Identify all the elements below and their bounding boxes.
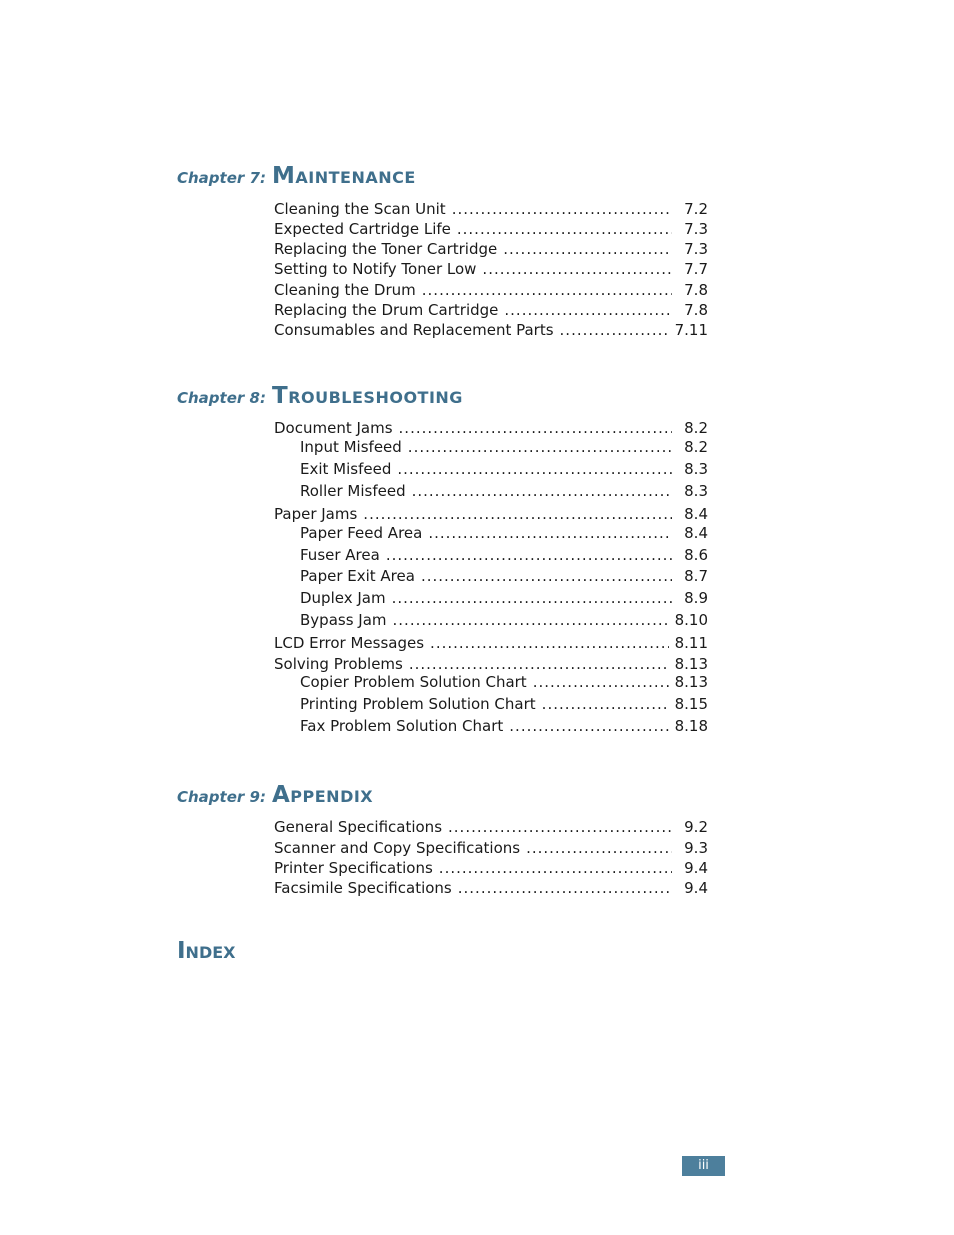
leader-dots	[448, 818, 672, 836]
toc-entry[interactable]	[274, 240, 708, 258]
toc-entry[interactable]	[274, 260, 708, 278]
toc-subentry[interactable]	[300, 673, 708, 691]
toc-subentry[interactable]	[300, 589, 708, 607]
chapter-title: Troubleshooting	[272, 383, 463, 409]
toc-entry-title: Printer Specifications	[274, 859, 433, 877]
toc-subentry[interactable]	[300, 695, 708, 713]
toc-entry-page: 8.2	[684, 419, 708, 437]
toc-entry-page: 8.18	[674, 717, 708, 735]
index-heading[interactable]: Index	[177, 938, 236, 964]
toc-subentry[interactable]	[300, 482, 708, 500]
toc-entry-page: 8.3	[684, 482, 708, 500]
chapter-8-heading	[177, 383, 463, 409]
toc-entry-page: 8.9	[684, 589, 708, 607]
leader-dots	[430, 634, 669, 652]
toc-entry-title: Scanner and Copy Specifications	[274, 839, 521, 857]
toc-subentry[interactable]	[300, 717, 708, 735]
toc-entry-title: Input Misfeed	[300, 438, 402, 456]
leader-dots	[412, 482, 672, 500]
leader-dots	[399, 419, 672, 437]
leader-dots	[482, 260, 672, 278]
toc-entry-title: Duplex Jam	[300, 589, 386, 607]
toc-entry-page: 7.11	[674, 321, 708, 339]
leader-dots	[386, 546, 672, 564]
toc-entry-title: Consumables and Replacement Parts	[274, 321, 554, 339]
page-number-badge: iii	[682, 1156, 725, 1176]
toc-entry-title: General Specifications	[274, 818, 443, 836]
toc-entry-page: 9.3	[684, 839, 708, 857]
leader-dots	[533, 673, 669, 691]
chapter-label: Chapter 8:	[177, 389, 266, 407]
toc-entry[interactable]	[274, 859, 708, 877]
toc-subentry[interactable]	[300, 611, 708, 629]
toc-entry-title: Printing Problem Solution Chart	[300, 695, 536, 713]
toc-entry-page: 8.4	[684, 505, 708, 523]
toc-entry[interactable]	[274, 301, 708, 319]
toc-entry-title: Document Jams	[274, 419, 393, 437]
toc-subentry[interactable]	[300, 438, 708, 456]
toc-entry-title: LCD Error Messages	[274, 634, 425, 652]
leader-dots	[393, 611, 669, 629]
chapter-label: Chapter 7:	[177, 169, 266, 187]
toc-entry-title: Bypass Jam	[300, 611, 387, 629]
toc-entry-title: Solving Problems	[274, 655, 403, 673]
toc-entry-page: 8.3	[684, 460, 708, 478]
toc-entry[interactable]	[274, 634, 708, 652]
leader-dots	[409, 655, 669, 673]
toc-entry-page: 9.2	[684, 818, 708, 836]
toc-entry-page: 8.10	[674, 611, 708, 629]
leader-dots	[408, 438, 672, 456]
leader-dots	[392, 589, 672, 607]
chapter-title: Appendix	[272, 782, 374, 808]
toc-entry[interactable]	[274, 818, 708, 836]
toc-entry-page: 8.7	[684, 567, 708, 585]
toc-entry-title: Replacing the Toner Cartridge	[274, 240, 498, 258]
toc-entry-page: 8.13	[674, 655, 708, 673]
toc-entry[interactable]	[274, 321, 708, 339]
toc-entry-page: 9.4	[684, 859, 708, 877]
leader-dots	[457, 220, 672, 238]
toc-entry[interactable]	[274, 200, 708, 218]
toc-entry[interactable]	[274, 220, 708, 238]
leader-dots	[560, 321, 669, 339]
toc-entry-title: Fuser Area	[300, 546, 380, 564]
toc-entry-title: Copier Problem Solution Chart	[300, 673, 527, 691]
toc-entry[interactable]	[274, 419, 708, 437]
toc-entry-page: 8.11	[674, 634, 708, 652]
toc-entry-page: 7.7	[684, 260, 708, 278]
toc-entry[interactable]	[274, 505, 708, 523]
toc-entry-title: Paper Exit Area	[300, 567, 415, 585]
toc-entry-title: Replacing the Drum Cartridge	[274, 301, 499, 319]
toc-entry-title: Cleaning the Drum	[274, 281, 416, 299]
chapter-title: Maintenance	[272, 163, 416, 189]
leader-dots	[458, 879, 672, 897]
leader-dots	[397, 460, 672, 478]
toc-entry[interactable]	[274, 879, 708, 897]
toc-entry-page: 7.8	[684, 301, 708, 319]
toc-subentry[interactable]	[300, 567, 708, 585]
toc-subentry[interactable]	[300, 546, 708, 564]
chapter-9-heading	[177, 782, 373, 808]
toc-subentry[interactable]	[300, 524, 708, 542]
toc-entry-title: Expected Cartridge Life	[274, 220, 451, 238]
toc-entry-title: Exit Misfeed	[300, 460, 392, 478]
leader-dots	[503, 240, 672, 258]
leader-dots	[526, 839, 672, 857]
leader-dots	[422, 281, 672, 299]
toc-entry-page: 7.8	[684, 281, 708, 299]
toc-entry-title: Roller Misfeed	[300, 482, 406, 500]
leader-dots	[421, 567, 672, 585]
toc-subentry[interactable]	[300, 460, 708, 478]
chapter-label: Chapter 9:	[177, 788, 266, 806]
toc-entry-page: 9.4	[684, 879, 708, 897]
leader-dots	[439, 859, 672, 877]
toc-entry-title: Fax Problem Solution Chart	[300, 717, 504, 735]
toc-entry-page: 8.13	[674, 673, 708, 691]
toc-entry-title: Paper Feed Area	[300, 524, 423, 542]
toc-entry-title: Setting to Notify Toner Low	[274, 260, 477, 278]
toc-entry[interactable]	[274, 655, 708, 673]
leader-dots	[509, 717, 668, 735]
leader-dots	[428, 524, 672, 542]
toc-entry-page: 8.2	[684, 438, 708, 456]
toc-entry[interactable]	[274, 839, 708, 857]
toc-entry-page: 8.4	[684, 524, 708, 542]
toc-entry[interactable]	[274, 281, 708, 299]
toc-entry-page: 7.3	[684, 240, 708, 258]
toc-entry-page: 8.15	[674, 695, 708, 713]
toc-entry-page: 8.6	[684, 546, 708, 564]
chapter-7-heading	[177, 163, 416, 189]
leader-dots	[504, 301, 672, 319]
toc-entry-title: Facsimile Specifications	[274, 879, 452, 897]
toc-entry-page: 7.2	[684, 200, 708, 218]
leader-dots	[452, 200, 672, 218]
toc-entry-title: Cleaning the Scan Unit	[274, 200, 446, 218]
toc-entry-title: Paper Jams	[274, 505, 358, 523]
toc-entry-page: 7.3	[684, 220, 708, 238]
leader-dots	[363, 505, 672, 523]
leader-dots	[542, 695, 669, 713]
